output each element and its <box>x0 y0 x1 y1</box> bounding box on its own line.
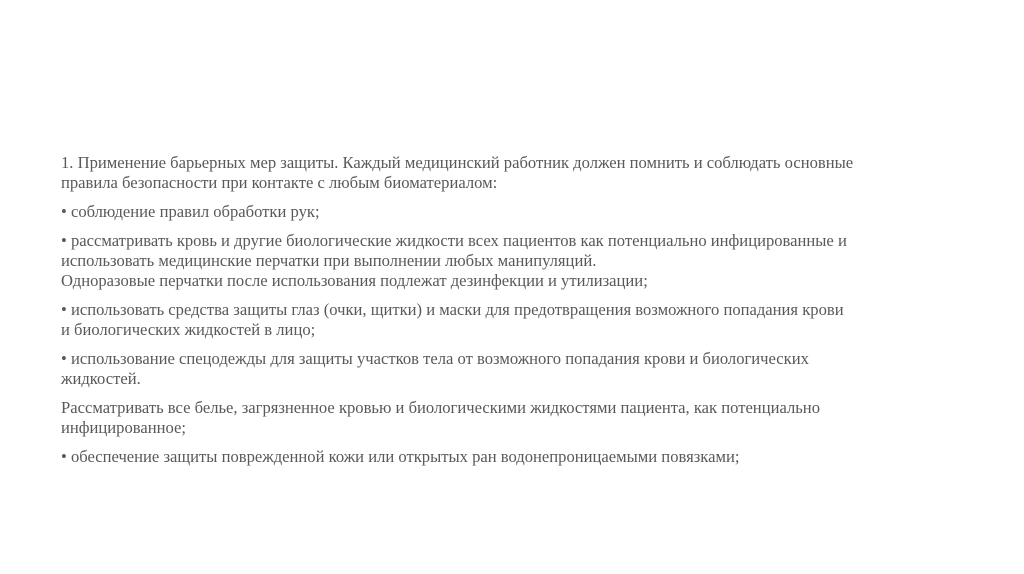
bullet-wound-protection <box>61 447 961 467</box>
slide-text-body <box>61 153 961 476</box>
text-line: жидкостей. <box>61 369 141 388</box>
bullet-eye-protection <box>61 300 961 340</box>
text-line: Одноразовые перчатки после использования подлежат дезинфекции и утилизации; <box>61 271 648 290</box>
text-line: • соблюдение правил обработки рук; <box>61 202 320 221</box>
text-line: • использование спецодежды для защиты участков тела от возможного попадания крови и биологических <box>61 349 809 368</box>
text-line: инфицированное; <box>61 418 186 437</box>
bullet-hand-hygiene <box>61 202 961 222</box>
text-line: Рассматривать все белье, загрязненное кровью и биологическими жидкостями пациента, как потенциально <box>61 398 820 417</box>
text-line: • рассматривать кровь и другие биологические жидкости всех пациентов как потенциально инфицированные и <box>61 231 847 250</box>
text-line: правила безопасности при контакте с любым биоматериалом: <box>61 173 498 192</box>
text-line: 1. Применение барьерных мер защиты. Каждый медицинский работник должен помнить и соблюдать основные <box>61 153 854 172</box>
paragraph-linen <box>61 398 961 438</box>
text-line: • обеспечение защиты поврежденной кожи или открытых ран водонепроницаемыми повязками; <box>61 447 740 466</box>
bullet-protective-clothing <box>61 349 961 389</box>
text-line: и биологических жидкостей в лицо; <box>61 320 316 339</box>
bullet-gloves <box>61 231 961 291</box>
text-line: • использовать средства защиты глаз (очки, щитки) и маски для предотвращения возможного попадания крови <box>61 300 844 319</box>
paragraph-intro <box>61 153 961 193</box>
text-line: использовать медицинские перчатки при выполнении любых манипуляций. <box>61 251 597 270</box>
